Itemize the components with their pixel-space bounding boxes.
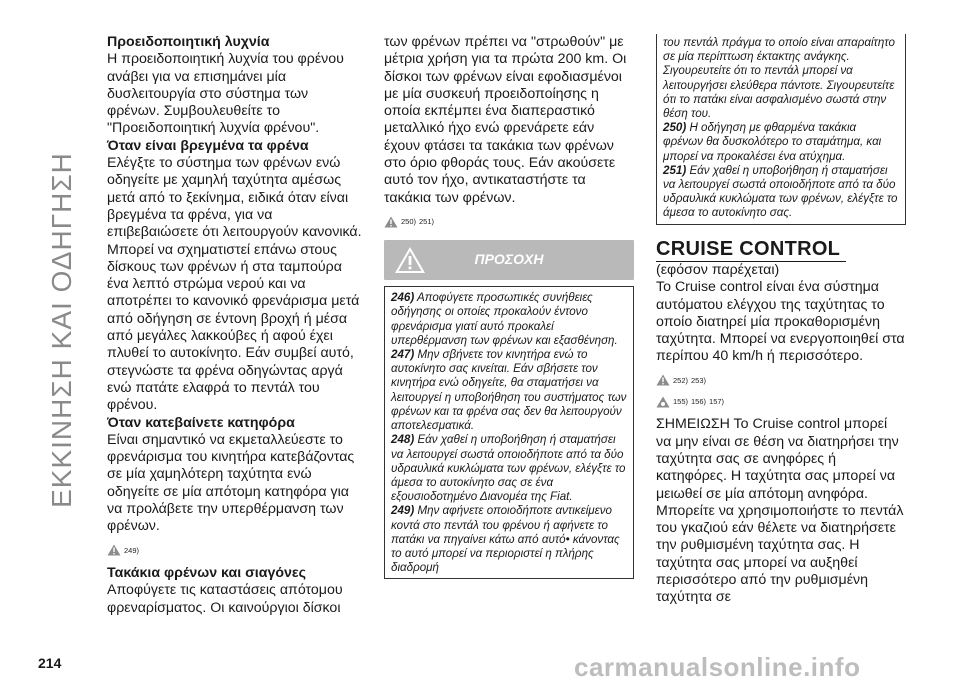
reference-number[interactable]: 157) xyxy=(709,397,725,407)
warning-number: 246) xyxy=(391,291,415,305)
reference-number[interactable]: 253) xyxy=(691,375,707,385)
warning-text: Μην αφήνετε οποιοδήποτε αντικείμενο κοντά στο πεντάλ του φρένου ή αφήνετε το πατάκι να πηγαίνει κάτω από αυτό• κάνοντας το αυτό μπορεί να περιοριστεί η πλήρης διαδρομή xyxy=(391,504,620,575)
page-number: 214 xyxy=(38,655,62,671)
note-reference xyxy=(656,393,906,410)
column-3 xyxy=(656,34,906,607)
paragraph: Η προειδοποιητική λυχνία του φρένου ανάβει για να επισημάνει μία δυσλειτουργία στο σύστημα των φρένων. Συμβουλευθείτε το "Προειδοποιητική λυχνία φρένου". xyxy=(107,51,344,137)
warning-item xyxy=(663,121,899,164)
reference-number[interactable]: 250) xyxy=(401,216,417,226)
warning-text: Μην σβήνετε τον κινητήρα ενώ το αυτοκίνητο σας κινείται. Εάν σβήσετε τον κινητήρα ενώ οδηγείτε, θα σταματήσει να λειτουργεί η υποβοήθηση του συστήματος των φρένων και τα φρένα σας δεν θα λειτουργούν αποτελεσματικά. xyxy=(391,348,627,433)
warning-item xyxy=(391,291,627,348)
warning-number: 248) xyxy=(391,433,415,447)
warning-triangle-icon xyxy=(107,544,121,556)
warning-item xyxy=(391,504,627,575)
warning-text: Αποφύγετε προσωπικές συνήθειες οδήγησης οι οποίες προκαλούν έντονο φρενάρισμα γιατί αυτό προκαλεί υπερθέρμανση των φρένων και εξασθένηση. xyxy=(391,291,618,347)
reference-number[interactable]: 156) xyxy=(691,397,707,407)
paragraph: Ελέγξτε το σύστημα των φρένων ενώ οδηγείτε με χαμηλή ταχύτητα αμέσως μετά από το ξεκίνημα, ειδικά όταν είναι βρεγμένα τα φρένα, για να επιβεβαιώσετε ότι λειτουργούν κανονικά. xyxy=(107,155,362,241)
paragraph: των φρένων πρέπει να "στρωθούν" με μέτρια χρήση για τα πρώτα 200 km. Οι δίσκοι των φρένων είναι εφοδιασμένοι με μία συσκευή προειδοποίησης η οποία εκπέμπει ένα διαπεραστικό μεταλλικό ήχο ενώ φρενάρετε εάν έχουν φτάσει τα τακάκια των φρένων στο όριο φθοράς τους. Εάν ακούσετε αυτό τον ήχο, αντικαταστήστε τα τακάκια των φρένων. xyxy=(384,34,627,206)
paragraph: Αποφύγετε τις καταστάσεις απότομου φρεναρίσματος. Οι καινούργιοι δίσκοι xyxy=(107,582,343,616)
warning-number: 250) xyxy=(663,121,687,135)
section-heading-cruise-control: CRUISE CONTROL xyxy=(656,241,846,262)
reference-number[interactable]: 249) xyxy=(124,545,140,555)
warning-number: 251) xyxy=(663,163,687,177)
paragraph: Το Cruise control είναι ένα σύστημα αυτόματου ελέγχου της ταχύτητας το οποίο διατηρεί μία προκαθορισμένη ταχύτητα. Μπορεί να ενεργοποιηθεί στα περίπου 40 km/h ή περισσότερο. xyxy=(656,279,905,365)
warning-triangle-icon xyxy=(656,374,670,386)
reference-number[interactable]: 251) xyxy=(419,216,435,226)
heading-warning-light: Προειδοποιητική λυχνία xyxy=(107,34,270,50)
warning-text: Η οδήγηση με φθαρμένα τακάκια φρένων θα δυσκολότερο το σταμάτημα, και μπορεί να προκαλέσει ένα ατύχημα. xyxy=(663,121,882,163)
reference-number[interactable]: 155) xyxy=(673,397,689,407)
warning-box xyxy=(384,286,634,579)
warning-text: Εάν χαθεί η υποβοήθηση ή σταματήσει να λειτουργεί σωστά οποιοδήποτε από τα δύο υδραυλικά κυκλώματα των φρένων, ελέγξτε το άμεσα το αυτοκίνητο σας σε ένα εξουσιοδοτημένο Διανομέα της Fiat. xyxy=(391,433,626,504)
note-info-icon xyxy=(656,396,670,408)
heading-brake-pads: Τακάκια φρένων και σιαγόνες xyxy=(107,564,307,581)
heading-downhill: Όταν κατεβαίνετε κατηφόρα xyxy=(107,414,295,431)
subheading-optional: (εφόσον παρέχεται) xyxy=(656,261,780,278)
warning-number: 249) xyxy=(391,504,415,518)
warning-box-continued xyxy=(656,34,906,225)
column-1 xyxy=(107,34,363,617)
section-side-title-text: ΕΚΚΙΝΗΣΗ ΚΑΙ ΟΔΗΓΗΣΗ xyxy=(46,152,78,508)
warning-reference xyxy=(656,372,906,389)
warning-text: Εάν χαθεί η υποβοήθηση ή σταματήσει να λειτουργεί σωστά οποιοδήποτε από τα δύο υδραυλικά κυκλώματα των φρένων, ελέγξτε το άμεσα το αυτοκίνητο σας. xyxy=(663,163,898,220)
section-side-title xyxy=(36,30,88,630)
warning-banner xyxy=(384,240,634,280)
paragraph: Είναι σημαντικό να εκμεταλλεύεστε το φρενάρισμα του κινητήρα κατεβάζοντας σε μία χαμηλότερη ταχύτητα ενώ οδηγείτε σε μία απότομη κατηφόρα για να προλάβετε την υπερθέρμανση των φρένων. xyxy=(107,431,355,535)
reference-number[interactable]: 252) xyxy=(673,375,689,385)
warning-triangle-icon xyxy=(384,216,398,228)
warning-text: του πεντάλ πράγμα το οποίο είναι απαραίτητο σε μία περίπτωση έκτακτης ανάγκης. Σιγουρευτείτε ότι το πεντάλ μπορεί να λειτουργήσει ελεύθερα πάντοτε. Σιγουρευτείτε ότι το πατάκι είναι ασφαλισμένο σωστά στην θέση του. xyxy=(663,36,895,121)
paragraph: Μπορεί να σχηματιστεί επάνω στους δίσκους των φρένων ή στα ταμπούρα ένα λεπτό στρώμα νερού και να αποτρέπει το κανονικό φρενάρισμα μετά από οδήγηση σε έντονη βροχή ή μέσα από μεγάλες λακκούβες ή αφού έχει πλυθεί το αυτοκίνητο. Εάν συμβεί αυτό, στεγνώστε τα φρένα οδηγώντας αργά ενώ πατάτε ελαφρά το πεντάλ του φρένου. xyxy=(107,241,360,414)
heading-wet-brakes: Όταν είναι βρεγμένα τα φρένα xyxy=(107,137,309,154)
warning-number: 247) xyxy=(391,348,415,362)
column-2 xyxy=(384,34,634,579)
warning-label: ΠΡΟΣΟΧΗ xyxy=(474,251,544,268)
paragraph: ΣΗΜΕΙΩΣΗ Το Cruise control μπορεί να μην είναι σε θέση να διατηρήσει την ταχύτητα σας σε ανηφόρες ή κατηφόρες. Η ταχύτητα σας μπορεί να μειωθεί σε μία απότομη ανηφόρα. Μπορείτε να χρησιμοποιήστε το πεντάλ του γκαζιού εάν θέλετε να διατηρήσετε την ρυθμισμένη ταχύτητα σας. Η ταχύτητα σας μπορεί να αυξηθεί περισσότερο από την ρυθμισμένη ταχύτητα σε xyxy=(656,416,904,606)
warning-item xyxy=(391,348,627,433)
watermark: carmanualsonline.info xyxy=(574,652,861,682)
warning-item xyxy=(391,433,627,504)
warning-reference xyxy=(107,542,363,559)
warning-item xyxy=(663,164,899,221)
warning-reference xyxy=(384,213,634,230)
